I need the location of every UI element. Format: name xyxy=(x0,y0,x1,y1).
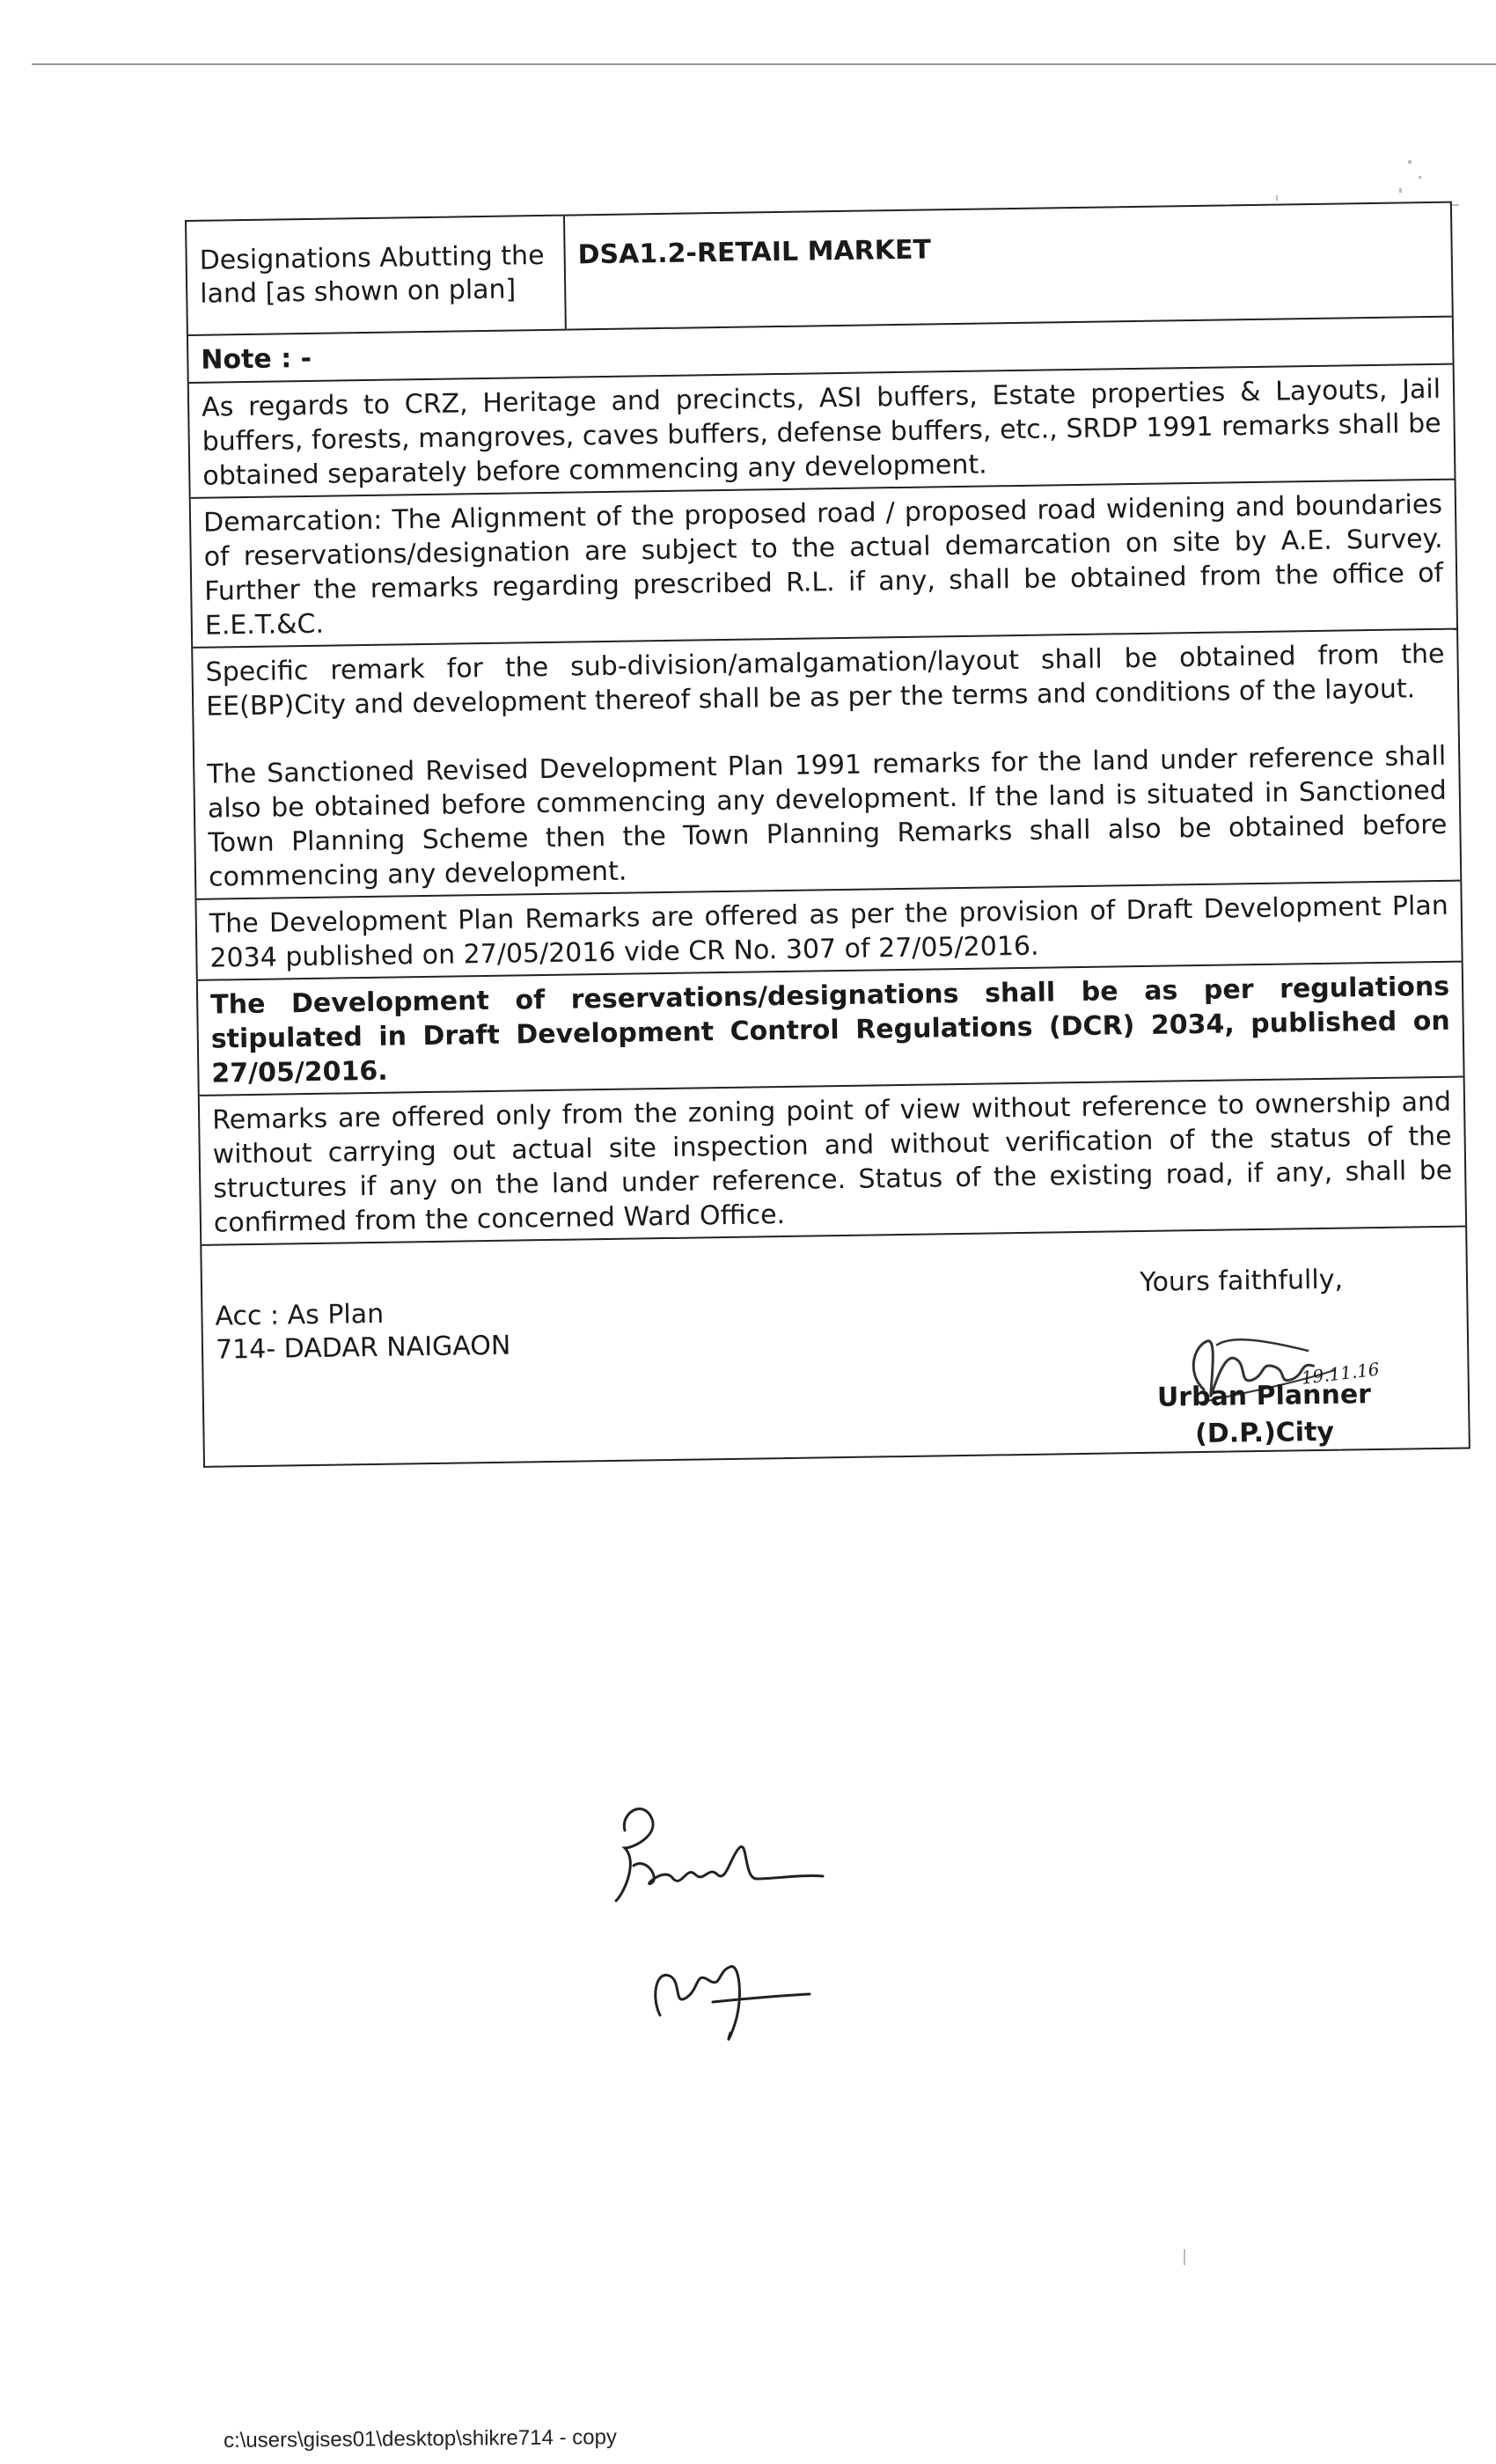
received-handwritten-note xyxy=(598,1795,845,2059)
reference-block xyxy=(215,1296,510,1368)
dcr-remark xyxy=(198,963,1463,1096)
ward-line: 714- DADAR NAIGAON xyxy=(215,1330,511,1366)
zoning-remark xyxy=(200,1078,1465,1246)
scan-speck xyxy=(1184,2249,1185,2265)
designation-value: DSA1.2-RETAIL MARKET xyxy=(577,234,932,271)
designation-label: Designations Abutting the land [as shown on plan] xyxy=(187,216,567,334)
remarks-document xyxy=(185,202,1470,1468)
signature-date: 19.11.16 xyxy=(1300,1358,1381,1389)
zoning-remark-text: Remarks are offered only from the zoning point of view without reference to ownership and without carrying out actual site inspection and without verification of the status of the structures if any on the land under reference. Status of the existing road, if any, shall be confirmed from the concerned Ward Office. xyxy=(211,1086,1453,1239)
scan-speck xyxy=(1419,176,1421,179)
crz-remark xyxy=(189,365,1455,499)
signatory-department: (D.P.)City xyxy=(1194,1416,1335,1450)
layout-remark xyxy=(193,630,1460,900)
acc-line: Acc : As Plan xyxy=(215,1298,385,1332)
signatory-designation xyxy=(1157,1376,1372,1454)
scan-top-edge xyxy=(32,63,1496,65)
file-path-footer: c:\users\gises01\desktop\shikre714 - copy xyxy=(223,2425,618,2453)
scan-speck xyxy=(1408,160,1412,164)
crz-remark-text: As regards to CRZ, Heritage and precincts, ASI buffers, Estate properties & Layouts, Jail buffers, forests, mangroves, caves buffers, defense buffers, etc., SRDP 1991 remarks shall be obtained separately before commencing any development. xyxy=(201,373,1441,492)
signatory-title: Urban Planner xyxy=(1156,1379,1372,1413)
dcr-remark-text: The Development of reservations/designations shall be as per regulations stipulated in Draft Development Control Regulations (DCR) 2034, published on 27/05/2016. xyxy=(209,971,1450,1089)
demarcation-remark-text: Demarcation: The Alignment of the proposed road / proposed road widening and boundaries of reservations/designation are subject to the actual demarcation on site by A.E. Survey. Further the remarks regarding prescribed R.L. if any, shall be obtained from the office of E.E.T.&C. xyxy=(202,488,1444,642)
designation-row xyxy=(187,203,1452,336)
specific-remark-text: Specific remark for the sub-division/amalgamation/layout shall be obtained from the EE(BP)City and development thereof shall be as per the terms and conditions of the layout. xyxy=(205,638,1445,722)
demarcation-remark xyxy=(191,480,1456,649)
scan-speck xyxy=(1399,188,1402,193)
closing-line: Yours faithfully, xyxy=(1139,1264,1344,1299)
signature-row xyxy=(202,1228,1469,1466)
note-heading: Note : - xyxy=(188,318,1453,384)
srdp-remark-text: The Sanctioned Revised Development Plan 1991 remarks for the land under reference shall also be obtained before commencing any development. If the land is situated in Sanctioned Town Planning Scheme then the Town Planning Remarks shall also be obtained before commencing any development. xyxy=(207,740,1448,893)
remarks-table xyxy=(185,202,1470,1468)
scan-speck xyxy=(1276,195,1278,201)
dp-remark-text: The Development Plan Remarks are offered as per the provision of Draft Development Plan 2034 published on 27/05/2016 vide CR No. 307 of 27/05/2016. xyxy=(209,890,1448,974)
